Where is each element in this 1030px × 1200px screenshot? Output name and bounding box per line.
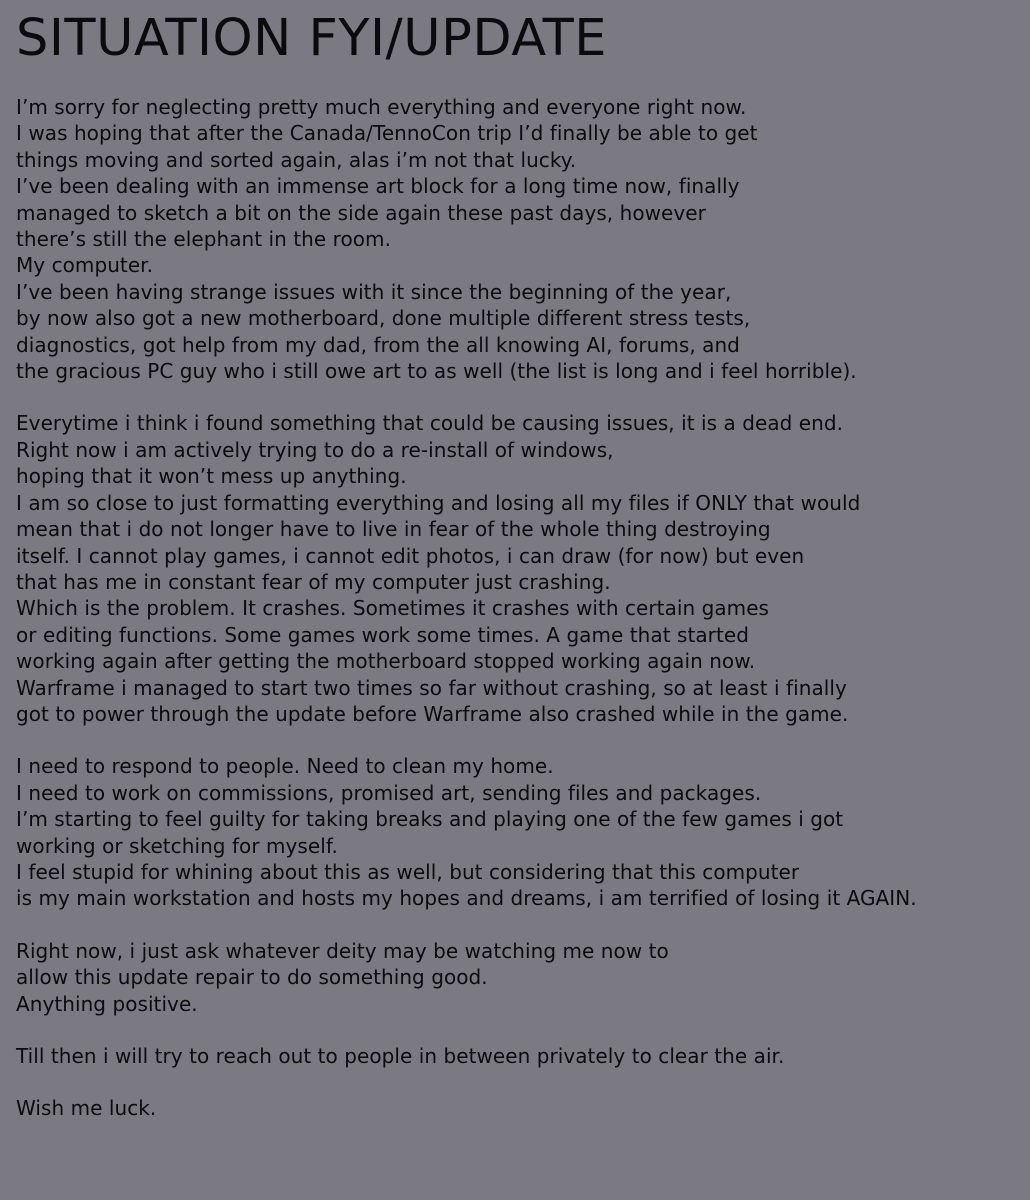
paragraph — [16, 1043, 1014, 1069]
text-line: by now also got a new motherboard, done multiple different stress tests, — [16, 306, 751, 331]
text-line: Till then i will try to reach out to people in between privately to clear the air. — [16, 1044, 785, 1068]
text-line: I feel stupid for whining about this as well, but considering that this computer — [16, 859, 800, 884]
text-line: there’s still the elephant in the room. — [16, 227, 391, 252]
text-line: hoping that it won’t mess up anything. — [16, 464, 407, 489]
paragraph — [16, 410, 1014, 727]
text-line: Right now, i just ask whatever deity may be watching me now to — [16, 938, 669, 963]
text-line: Wish me luck. — [16, 1096, 157, 1121]
text-line: Right now i am actively trying to do a re-install of windows, — [16, 437, 614, 462]
paragraph — [16, 94, 1014, 384]
text-line: or editing functions. Some games work some times. A game that started — [16, 622, 749, 647]
paragraph — [16, 1095, 1014, 1121]
text-line: working or sketching for myself. — [16, 833, 338, 858]
text-line: that has me in constant fear of my computer just crashing. — [16, 569, 611, 594]
text-line: managed to sketch a bit on the side again these past days, however — [16, 200, 706, 225]
text-line: I need to work on commissions, promised art, sending files and packages. — [16, 780, 762, 805]
text-line: Everytime i think i found something that could be causing issues, it is a dead end. — [16, 411, 844, 436]
document-body — [16, 94, 1014, 1122]
text-line: mean that i do not longer have to live in fear of the whole thing destroying — [16, 517, 771, 542]
text-line: itself. I cannot play games, i cannot edit photos, i can draw (for now) but even — [16, 543, 805, 568]
paragraph — [16, 938, 1014, 1017]
text-line: My computer. — [16, 253, 154, 278]
text-line: Warframe i managed to start two times so far without crashing, so at least i finally — [16, 675, 847, 700]
text-line: I am so close to just formatting everything and losing all my files if ONLY that would — [16, 490, 861, 515]
text-line: things moving and sorted again, alas i’m not that lucky. — [16, 147, 577, 172]
text-line: working again after getting the motherboard stopped working again now. — [16, 649, 756, 674]
text-line: allow this update repair to do something good. — [16, 965, 488, 990]
text-line: I’m sorry for neglecting pretty much everything and everyone right now. — [16, 95, 747, 119]
text-line: I’ve been dealing with an immense art block for a long time now, finally — [16, 174, 740, 199]
text-line: got to power through the update before Warframe also crashed while in the game. — [16, 701, 849, 726]
text-line: the gracious PC guy who i still owe art to as well (the list is long and i feel horrible). — [16, 359, 857, 384]
text-line: I’m starting to feel guilty for taking breaks and playing one of the few games i got — [16, 807, 844, 832]
text-line: I was hoping that after the Canada/TennoCon trip I’d finally be able to get — [16, 121, 758, 146]
text-line: I need to respond to people. Need to clean my home. — [16, 754, 554, 779]
text-line: diagnostics, got help from my dad, from the all knowing AI, forums, and — [16, 332, 740, 357]
text-line: I’ve been having strange issues with it since the beginning of the year, — [16, 279, 732, 304]
page-title: SITUATION FYI/UPDATE — [16, 9, 607, 68]
paragraph — [16, 753, 1014, 911]
text-line: Which is the problem. It crashes. Sometimes it crashes with certain games — [16, 596, 770, 621]
text-line: Anything positive. — [16, 991, 198, 1016]
text-line: is my main workstation and hosts my hopes and dreams, i am terrified of losing it AGAIN. — [16, 886, 917, 911]
